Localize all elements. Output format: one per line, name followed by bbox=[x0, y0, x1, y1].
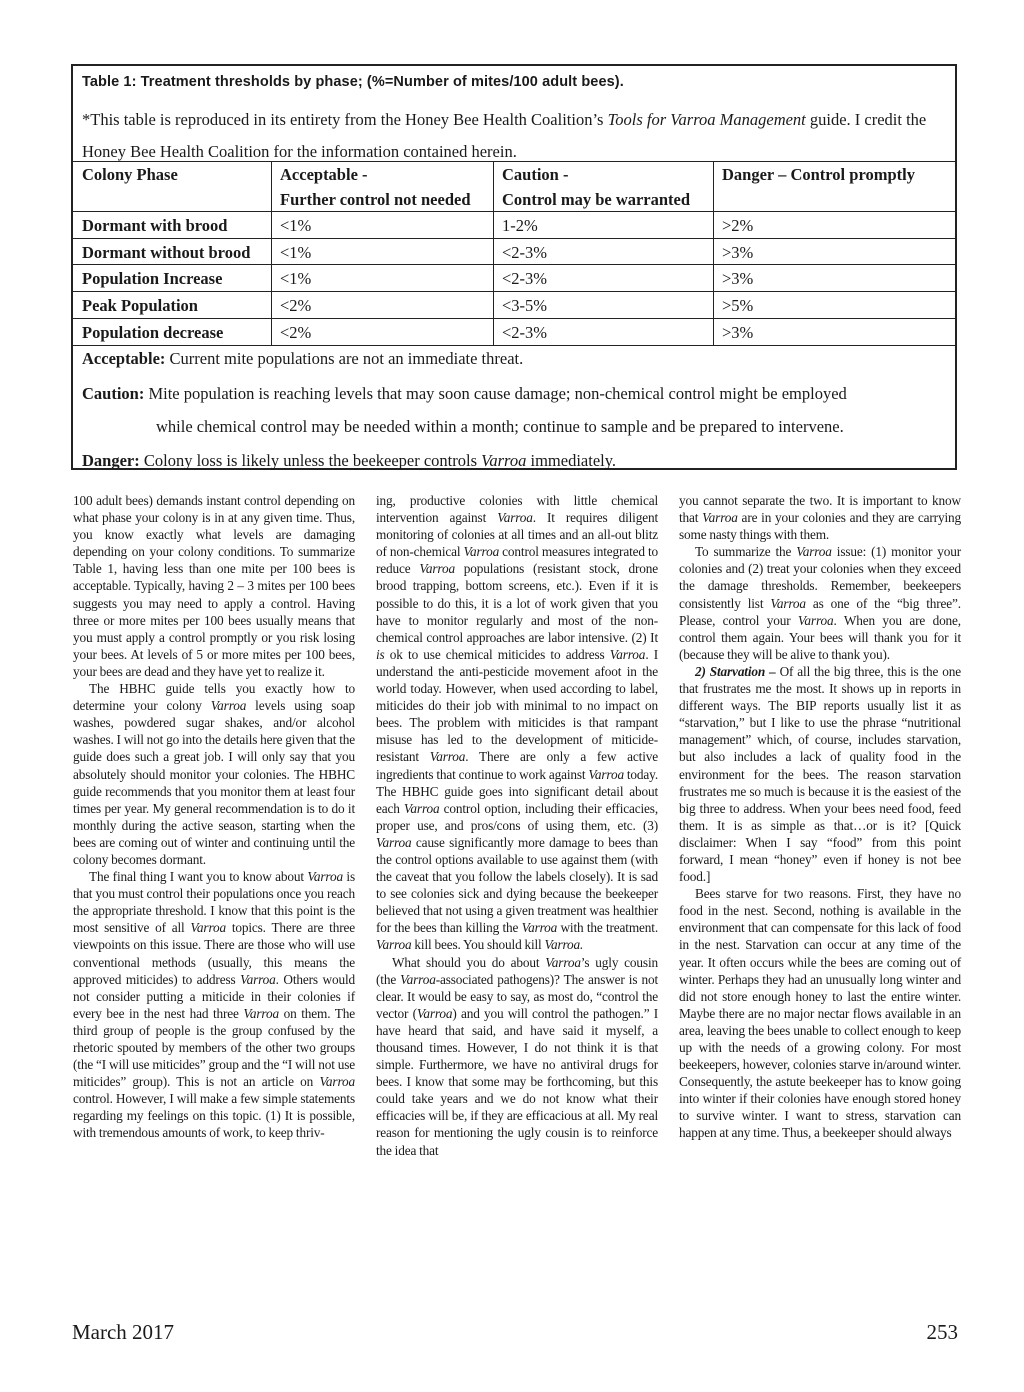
article-column-3 bbox=[679, 492, 961, 1142]
header-caution: Caution - bbox=[502, 165, 569, 184]
header-danger: Danger – Control promptly bbox=[722, 165, 915, 184]
rule bbox=[73, 345, 955, 346]
row-acceptable: <1% bbox=[280, 216, 312, 235]
row-phase: Peak Population bbox=[82, 296, 198, 315]
paragraph: you cannot separate the two. It is important to know that Varroa are in your colonies and they are carrying some nasty things with them. bbox=[679, 493, 961, 543]
note-text-end: guide. I credit the Honey Bee Health Coalition for the information contained herein. bbox=[82, 110, 927, 161]
row-acceptable: <2% bbox=[280, 323, 312, 342]
row-phase: Population Increase bbox=[82, 269, 223, 288]
paragraph: Bees starve for two reasons. First, they have no food in the nest. Second, nothing is available in the environment that can compensate for this lack of food in the nest. Starvation can occur at any time of the year. It often occurs while the bees are coming out of winter. Perhaps they had an unusually long winter and did not store enough honey to last the entire winter. Maybe there are no major nectar flows available in an area, leaving the bees unable to collect enough to keep up with the needs of a growing colony. For most beekeepers, however, colonies starve in/around winter. Consequently, the astute beekeeper has to know going into winter if their colonies have enough stored honey to survive winter. I want to stress, starvation can happen at any time. Thus, a beekeeper should always bbox=[679, 886, 961, 1141]
rule bbox=[73, 264, 955, 265]
legend-danger bbox=[82, 451, 616, 471]
row-caution: 1-2% bbox=[502, 216, 538, 235]
paragraph: To summarize the Varroa issue: (1) monitor your colonies and (2) treat your colonies when they exceed the damage thresholds. Remember, beekeepers consistently list Varroa as one of the “big three”. Please, control your Varroa. When you are done, control them again. Your bees will thank you for it (because they will be alive to thank you). bbox=[679, 544, 961, 662]
row-danger: >3% bbox=[722, 323, 754, 342]
row-caution: <2-3% bbox=[502, 269, 548, 288]
legend-text: Current mite populations are not an immediate threat. bbox=[165, 349, 524, 368]
legend-label: Danger: bbox=[82, 451, 140, 470]
header-caution-sub: Control may be warranted bbox=[502, 190, 691, 209]
row-phase: Dormant without brood bbox=[82, 243, 251, 262]
row-acceptable: <1% bbox=[280, 269, 312, 288]
legend-label: Acceptable: bbox=[82, 349, 166, 368]
note-text: *This table is reproduced in its entirety from the Honey Bee Health Coalition’s bbox=[82, 110, 608, 129]
paragraph: The final thing I want you to know about Varroa is that you must control their populations once you reach the appropriate threshold. I know that this point is the most sensitive of all Varroa topics. There are three viewpoints on this issue. There are those who will use conventional methods (usually, this means the approved miticides) to address Varroa. Others would not consider putting a miticide in their colonies if every bee in the nest had three Varroa on them. The third group of people is the group confused by the rhetoric spouted by members of the other two groups (the “I will use miticides” group and the “I will not use miticides” group). This is not an article on Varroa control. However, I will make a few simple statements regarding my feelings on this topic. (1) It is possible, with tremendous amounts of work, to keep thriv- bbox=[73, 869, 355, 1141]
note-guide-title: Tools for Varroa Management bbox=[607, 110, 806, 129]
paragraph: What should you do about Varroa’s ugly cousin (the Varroa-associated pathogens)? The answer is not clear. It would be easy to say, as most do, “control the vector (Varroa) and you will control the pathogen.” I have heard that said, and have said it myself, a thousand times. However, I do not think it is that simple. Furthermore, we have no antiviral drugs for bees. I know that some may be forthcoming, but this could take years and we do not know what their efficacies will be, if they are efficacious at all. My real reason for mentioning the ugly cousin is to reinforce the idea that bbox=[376, 954, 658, 1158]
legend-text-italic: Varroa bbox=[481, 451, 527, 470]
row-caution: <3-5% bbox=[502, 296, 548, 315]
table-title: Table 1: Treatment thresholds by phase; (%=Number of mites/100 adult bees). bbox=[82, 74, 624, 90]
paragraph: The HBHC guide tells you exactly how to determine your colony Varroa levels using soap washes, powdered sugar shakes, and/or alcohol washes. I will not go into the details here given that the guide does such a great job. I will only say that you absolutely should monitor your colonies. The HBHC guide recommends that you monitor them at least four times per year. My general recommendation is to do it monthly during the active season, starting when the bees are coming out of winter and continuing until the colony becomes dormant. bbox=[73, 681, 356, 867]
paragraph: ing, productive colonies with little chemical intervention against Varroa. It requires diligent monitoring of colonies at all times and an all-out blitz of non-chemical Varroa control measures integrated to reduce Varroa populations (resistant stock, drone brood trapping, bottom screens, etc.). Even if it is possible to do this, it is a lot of work given that you have to monitor regularly and most of the non-chemical control approaches are labor intensive. (2) It is ok to use chemical miticides to address Varroa. I understand the anti-pesticide movement afoot in the world today. However, when used according to label, miticides do their job with minimal to no impact on bees. The problem with miticides is that rampant misuse has led to the development of miticide-resistant Varroa. There are only a few active ingredients that continue to work against Varroa today. The HBHC guide goes into significant detail about each Varroa control option, including their efficacies, proper use, and pros/cons of using them, etc. (3) Varroa cause significantly more damage to bees than the control options available to use against them (with the caveat that you follow the labels closely). It is sad to see colonies sick and dying because the beekeeper believed that not using a given treatment was healthier for the bees than killing the Varroa with the treatment. Varroa kill bees. You should kill Varroa. bbox=[376, 493, 659, 953]
rule bbox=[73, 211, 955, 212]
rule bbox=[73, 318, 955, 319]
legend-label: Caution: bbox=[82, 384, 145, 403]
rule bbox=[73, 238, 955, 239]
article-column-2 bbox=[376, 492, 658, 1159]
legend-text: Colony loss is likely unless the beekeeper controls bbox=[139, 451, 482, 470]
issue-date: March 2017 bbox=[72, 1320, 175, 1344]
legend-text: immediately. bbox=[526, 451, 617, 470]
column-divider bbox=[493, 161, 494, 345]
paragraph: 2) Starvation – Of all the big three, this is the one that frustrates me the most. It shows up in reports in different ways. The BIP reports usually list it as “starvation,” but I like to use the phrase “nutritional management” which, of course, includes starvation, but also includes a lack of quality food in the environment for the bees. The reason starvation frustrates me so much is because it is the easiest of the big three to address. When your bees need food, feed them. It is as simple as that…or is it? [Quick disclaimer: When I say “food” from this point forward, I mean “honey” even if honey is not bee food.] bbox=[679, 663, 962, 885]
column-divider bbox=[271, 161, 272, 345]
row-danger: >3% bbox=[722, 269, 754, 288]
legend-caution bbox=[82, 384, 847, 404]
row-acceptable: <2% bbox=[280, 296, 312, 315]
header-acceptable-sub: Further control not needed bbox=[280, 190, 471, 209]
article-column-1 bbox=[73, 492, 355, 1142]
header-colony-phase: Colony Phase bbox=[82, 165, 178, 184]
legend-acceptable bbox=[82, 349, 523, 369]
legend-caution-continued: while chemical control may be needed within a month; continue to sample and be prepared to intervene. bbox=[156, 417, 844, 436]
row-caution: <2-3% bbox=[502, 243, 548, 262]
row-danger: >5% bbox=[722, 296, 754, 315]
column-divider bbox=[713, 161, 714, 345]
row-acceptable: <1% bbox=[280, 243, 312, 262]
row-phase: Dormant with brood bbox=[82, 216, 228, 235]
legend-text: Mite population is reaching levels that may soon cause damage; non-chemical control might be employed bbox=[144, 384, 847, 403]
rule bbox=[73, 161, 955, 162]
row-danger: >2% bbox=[722, 216, 754, 235]
page-number: 253 bbox=[926, 1320, 958, 1344]
section-heading: 2) Starvation – bbox=[695, 663, 776, 679]
treatment-thresholds-table bbox=[71, 64, 957, 470]
header-acceptable: Acceptable - bbox=[280, 165, 368, 184]
row-danger: >3% bbox=[722, 243, 754, 262]
table-note bbox=[82, 104, 950, 168]
rule bbox=[73, 291, 955, 292]
paragraph: 100 adult bees) demands instant control depending on what phase your colony is in at any given time. Thus, you know exactly what levels are damaging depending on your colony conditions. To summarize Table 1, having less than one mite per 100 bees is acceptable. Typically, having 2 – 3 mites per 100 bees suggests you may need to apply a control. Having three or more mites per 100 bees usually means that you must apply a control promptly or you risk losing your bees. At levels of 5 or more mites per 100 bees, your bees are dead and they have yet to realize it. bbox=[73, 493, 355, 679]
row-phase: Population decrease bbox=[82, 323, 224, 342]
row-caution: <2-3% bbox=[502, 323, 548, 342]
